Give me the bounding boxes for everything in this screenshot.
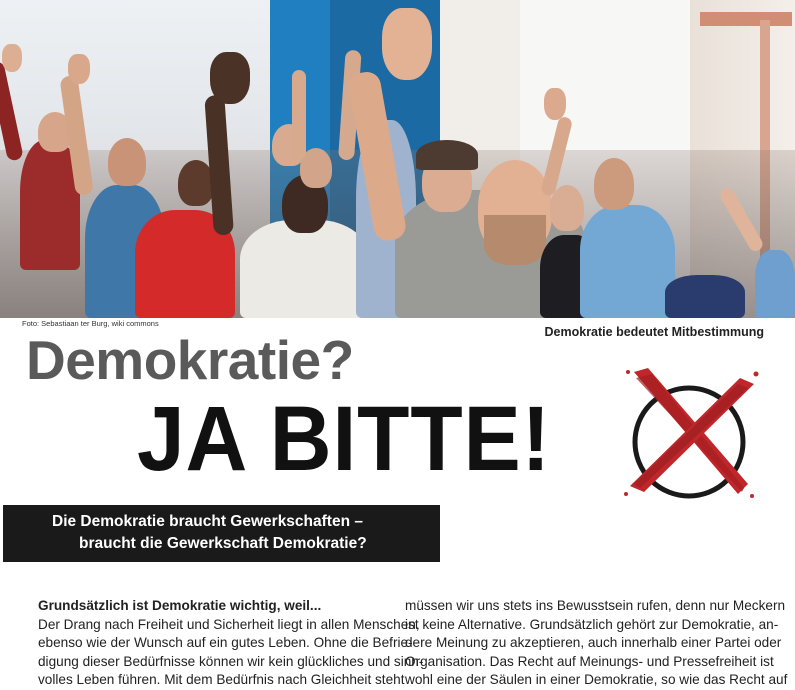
ink-splatter [624, 492, 628, 496]
body-line: müssen wir uns stets ins Bewusstsein rufen, denn nur Meckern [405, 598, 786, 613]
beard [484, 215, 546, 265]
subtitle-bar [3, 505, 440, 562]
raised-arm [0, 61, 24, 162]
ink-splatter [754, 372, 759, 377]
raised-hand [210, 52, 250, 104]
hair [416, 140, 478, 170]
raised-hand [68, 54, 90, 84]
person-head [550, 185, 584, 231]
raised-hand [382, 8, 432, 80]
body-line: Organisation. Das Recht auf Meinungs- und Pressefreiheit ist [405, 653, 774, 669]
raised-hand [2, 44, 22, 72]
ink-splatter [626, 370, 630, 374]
body-line: volles Leben führen. Mit dem Bedürfnis nach Gleichheit steht [38, 672, 405, 688]
raised-arm [292, 70, 306, 160]
photo-caption: Demokratie bedeutet Mitbestimmung [544, 325, 764, 339]
subtitle-line: Die Demokratie braucht Gewerkschaften – [52, 513, 363, 530]
person-head [108, 138, 146, 186]
body-line: Der Drang nach Freiheit und Sicherheit liegt in allen Menschen, [38, 616, 420, 632]
body-line: wohl eine der Säulen in einer Demokratie, so wie das Recht auf [405, 672, 788, 688]
hero-photo [0, 0, 795, 318]
body-column-right [405, 597, 788, 690]
person-shirt [755, 250, 795, 318]
body-lead: Grundsätzlich ist Demokratie wichtig, weil... [38, 598, 322, 613]
body-line: ebenso wie der Wunsch auf ein gutes Leben. Ohne die Befrie- [38, 635, 413, 651]
body-line: digung dieser Bedürfnisse können wir kein glückliches und sinn- [38, 653, 424, 669]
body-line: ist keine Alternative. Grundsätzlich gehört zur Demokratie, an- [405, 616, 779, 632]
body-line: dere Meinung zu akzeptieren, auch innerhalb einer Partei oder [405, 635, 782, 651]
subtitle-line: braucht die Gewerkschaft Demokratie? [79, 535, 367, 552]
chair [665, 275, 745, 318]
person-shirt [240, 220, 370, 318]
person-head [594, 158, 634, 210]
headline-kicker: Demokratie? [26, 329, 354, 391]
body-column-left [38, 597, 424, 690]
headline-main: JA BITTE! [137, 388, 551, 490]
person-shirt [580, 205, 675, 318]
raised-hand [544, 88, 566, 120]
photo-credit: Foto: Sebastiaan ter Burg, wiki commons [22, 319, 159, 328]
ballot-cross-icon [622, 360, 762, 500]
window-frame [700, 12, 792, 26]
ink-splatter [750, 494, 754, 498]
